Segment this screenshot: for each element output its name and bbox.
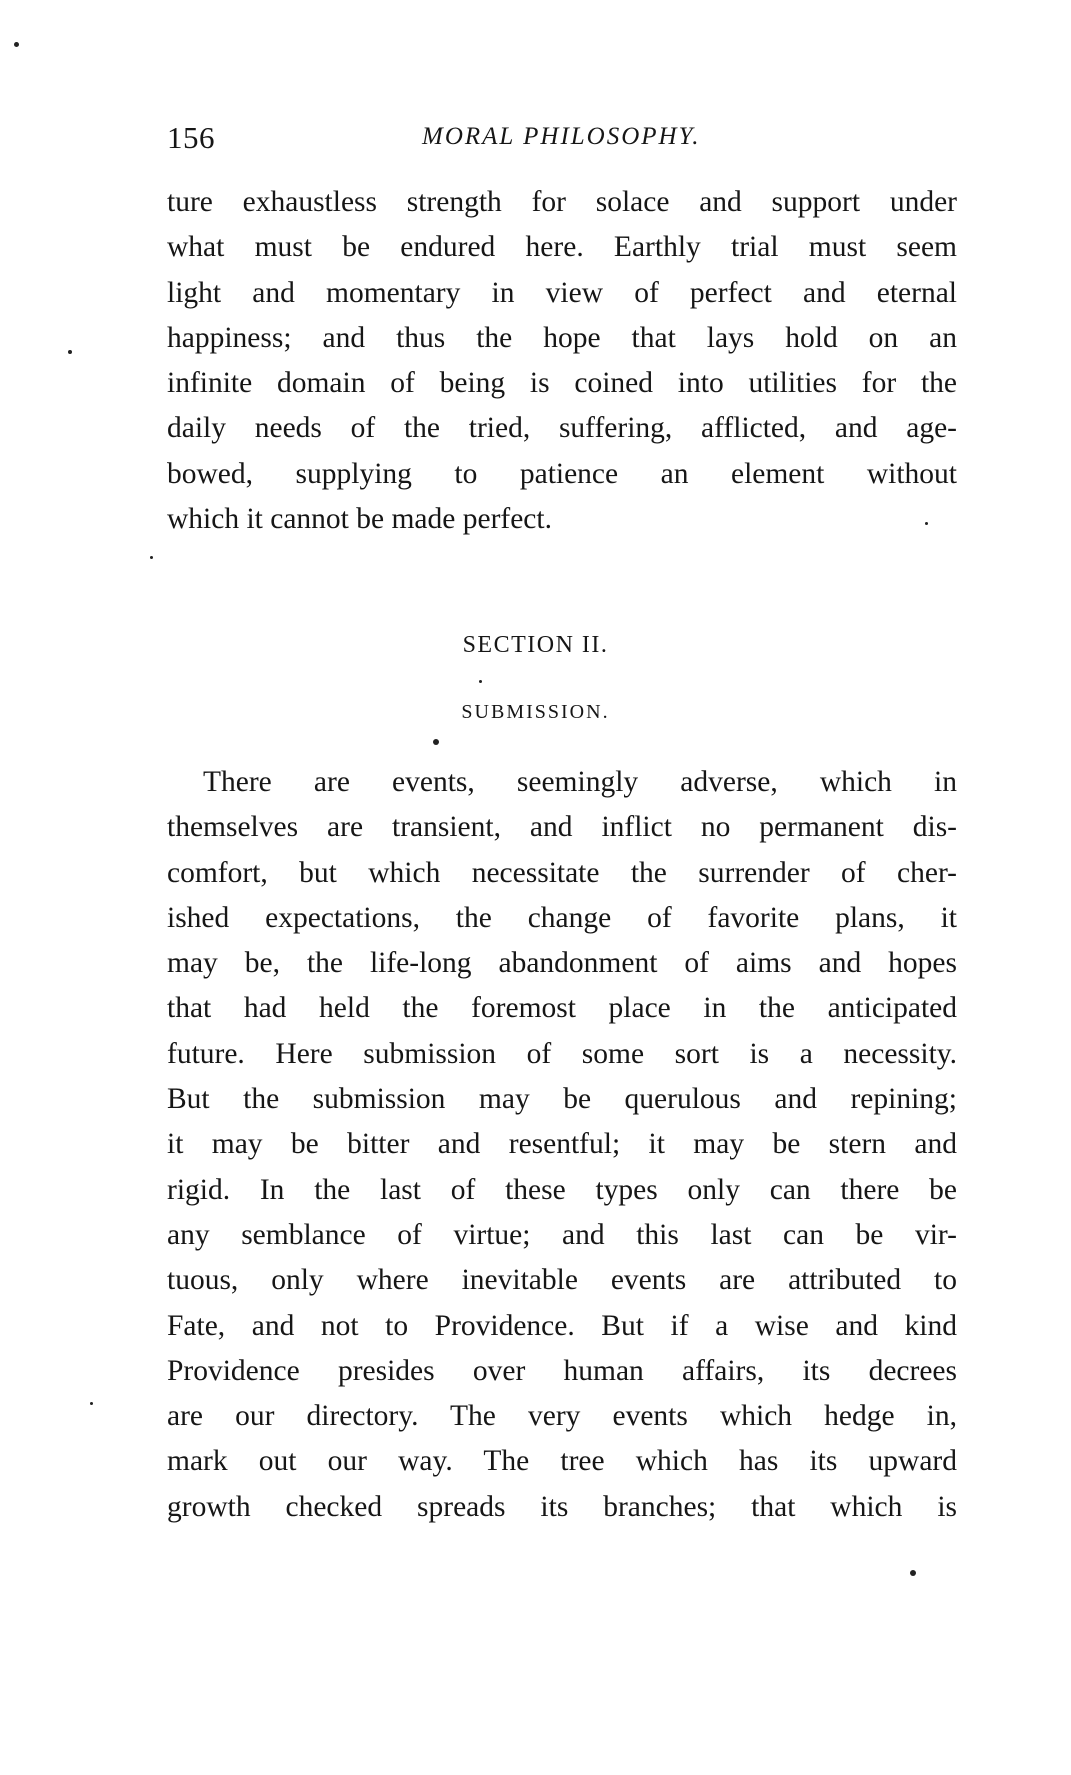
print-speck <box>479 680 482 683</box>
page-number: 156 <box>167 120 215 155</box>
text-line: ished expectations, the change of favorite plans, it <box>167 901 957 934</box>
text-line: bowed, supplying to patience an element without <box>167 457 957 490</box>
running-head <box>167 120 957 160</box>
text-line: tuous, only where inevitable events are attributed to <box>167 1264 957 1297</box>
section-heading: SECTION II. <box>462 632 609 658</box>
text-line: it may be bitter and resentful; it may be stern and <box>167 1128 957 1161</box>
section-title: SUBMISSION. <box>461 701 610 723</box>
main-paragraph <box>167 760 957 1530</box>
print-speck <box>68 350 72 354</box>
print-speck <box>90 1402 93 1405</box>
text-line: that had held the foremost place in the anticipated <box>167 992 957 1025</box>
text-line: are our directory. The very events which hedge in, <box>167 1400 957 1433</box>
print-speck <box>433 739 439 745</box>
text-line: happiness; and thus the hope that lays hold on an <box>167 321 957 354</box>
text-line: daily needs of the tried, suffering, afflicted, and age- <box>167 412 957 445</box>
text-line: ture exhaustless strength for solace and support under <box>167 186 957 218</box>
print-speck <box>14 42 19 47</box>
text-line: There are events, seemingly adverse, which in <box>203 766 957 798</box>
text-line: growth checked spreads its branches; that which is <box>167 1490 957 1523</box>
text-line: Fate, and not to Providence. But if a wise and kind <box>167 1309 957 1342</box>
continued-paragraph <box>167 180 957 542</box>
print-speck <box>910 1570 916 1576</box>
text-line: themselves are transient, and inflict no permanent dis- <box>167 811 957 844</box>
text-line: future. Here submission of some sort is a necessity. <box>167 1037 957 1070</box>
text-line: what must be endured here. Earthly trial must seem <box>167 231 957 264</box>
text-line: light and momentary in view of perfect and eternal <box>167 276 957 309</box>
text-line: But the submission may be querulous and repining; <box>167 1083 957 1116</box>
text-line: may be, the life-long abandonment of aims and hopes <box>167 947 957 980</box>
print-speck <box>150 556 153 559</box>
print-speck <box>925 522 928 525</box>
text-line: mark out our way. The tree which has its upward <box>167 1445 957 1478</box>
text-line: infinite domain of being is coined into utilities for the <box>167 367 957 400</box>
text-line: any semblance of virtue; and this last can be vir- <box>167 1218 957 1251</box>
text-line: Providence presides over human affairs, its decrees <box>167 1354 957 1387</box>
text-line: which it cannot be made perfect. <box>167 503 552 536</box>
text-line: comfort, but which necessitate the surrender of cher- <box>167 856 957 889</box>
text-line: rigid. In the last of these types only can there be <box>167 1173 957 1206</box>
running-title: MORAL PHILOSOPHY. <box>422 123 701 150</box>
